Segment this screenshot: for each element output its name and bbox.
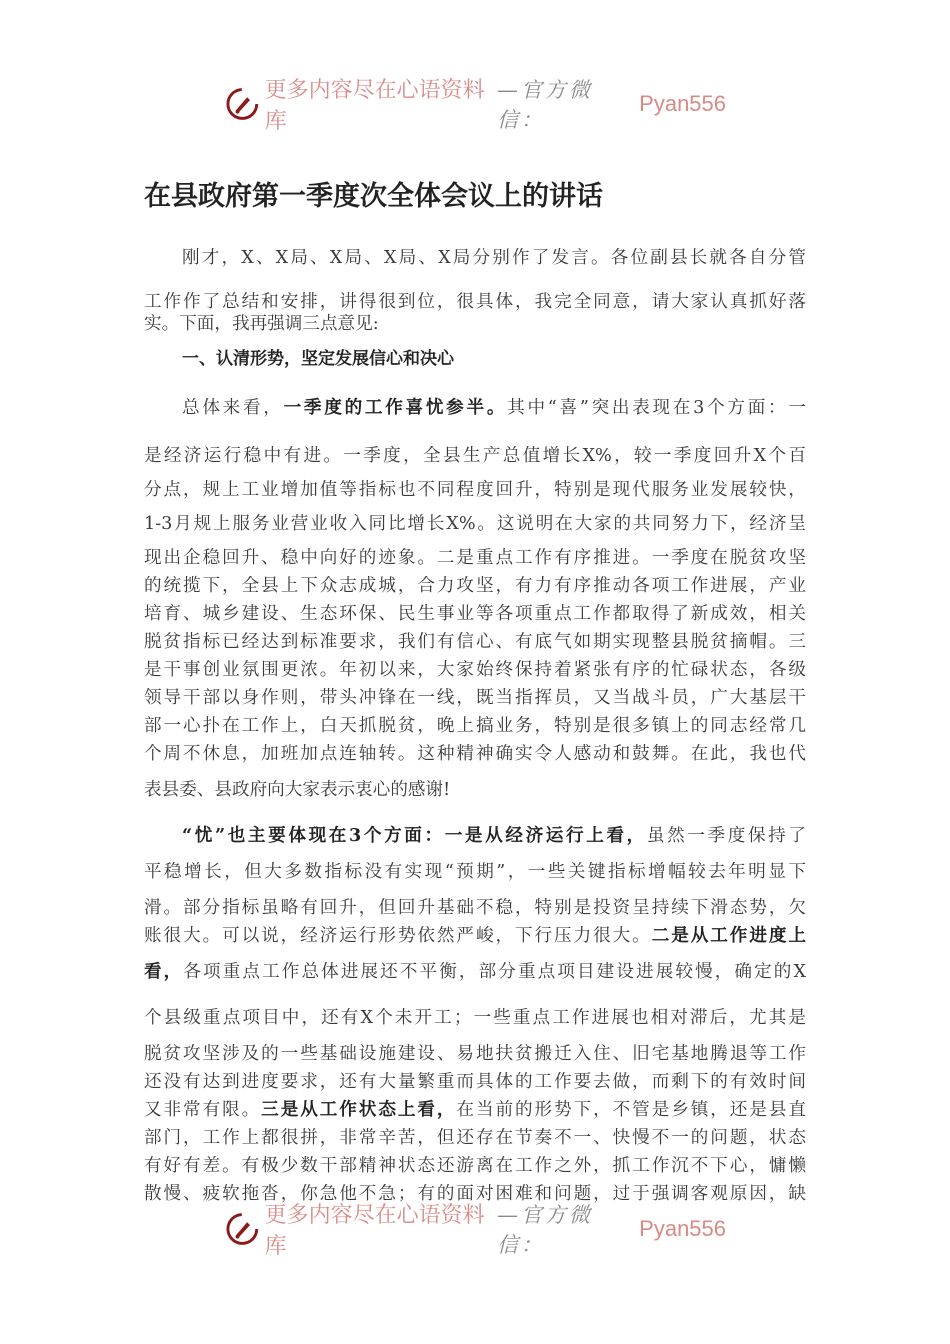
paragraph-line: 脱贫攻坚涉及的一些基础设施建设、易地扶贫搬迁入住、旧宅基地腾退等工作	[144, 1044, 806, 1064]
paragraph-line: 个周不休息，加班加点连轴转。这种精神确实令人感动和鼓舞。在此，我也代	[144, 744, 806, 764]
banner-wechat-id: Pyan556	[639, 91, 727, 116]
banner-text: 更多内容尽在心语资料库	[264, 78, 485, 134]
text-run: 其中“喜”突出表现在3个方面：一	[507, 398, 806, 418]
text-run: 总体来看，	[182, 398, 284, 418]
paragraph-line	[144, 1096, 806, 1121]
paragraph-line: 平稳增长，但大多数指标没有实现“预期”，一些关键指标增幅较去年明显下	[144, 862, 806, 882]
text-run: 在当前的形势下，不管是乡镇，还是县直	[456, 1100, 806, 1120]
paragraph-line: 表县委、县政府向大家表示衷心的感谢!	[144, 780, 451, 800]
paragraph-line: 领导干部以身作则，带头冲锋在一线，既当指挥员，又当战斗员，广大基层干	[144, 688, 806, 708]
paragraph-line: 个县级重点项目中，还有X个未开工；一些重点工作进展也相对滞后，尤其是	[144, 1008, 806, 1028]
paragraph-line: 的统揽下，全县上下众志成城，合力攻坚，有力有序推动各项工作进展，产业	[144, 576, 806, 596]
bold-text-run: “忧”也主要体现在3个方面：一是从经济运行上看，	[182, 825, 647, 846]
paragraph-line: 实。下面，我再强调三点意见:	[144, 314, 379, 334]
banner-text: 更多内容尽在心语资料库	[264, 1203, 485, 1259]
paragraph-line	[144, 958, 806, 983]
paragraph-line	[144, 922, 806, 947]
paragraph-line: 刚才，X、X局、X局、X局、X局分别作了发言。各位副县长就各自分管	[182, 248, 806, 268]
paragraph-line: 现出企稳回升、稳中向好的迹象。二是重点工作有序推进。一季度在脱贫攻坚	[144, 548, 806, 568]
banner-wechat-label: —官方微信：	[496, 78, 593, 132]
quill-pen-logo-icon	[226, 1212, 259, 1246]
paragraph-line: 工作作了总结和安排，讲得很到位，很具体，我完全同意，请大家认真抓好落	[144, 292, 806, 312]
paragraph-line	[144, 822, 806, 847]
paragraph-line: 是干事创业氛围更浓。年初以来，大家始终保持着紧张有序的忙碌状态，各级	[144, 660, 806, 680]
paragraph-line: 是经济运行稳中有进。一季度，全县生产总值增长X%，较一季度回升X个百	[144, 446, 806, 466]
watermark-banner-bottom	[226, 1203, 727, 1259]
paragraph-line: 还没有达到进度要求，还有大量繁重而具体的工作要去做，而剩下的有效时间	[144, 1072, 806, 1092]
section-heading: 一、认清形势，坚定发展信心和决心	[182, 349, 454, 369]
watermark-banner-top	[226, 78, 727, 134]
paragraph-line: 部一心扑在工作上，白天抓脱贫，晚上搞业务，特别是很多镇上的同志经常几	[144, 716, 806, 736]
bold-text-run: 二是从工作进度上	[651, 925, 806, 946]
paragraph-line: 滑。部分指标虽略有回升，但回升基础不稳，特别是投资呈持续下滑态势，欠	[144, 898, 806, 918]
text-run: 虽然一季度保持了	[646, 826, 806, 846]
paragraph-line: 分点，规上工业增加值等指标也不同程度回升，特别是现代服务业发展较快，	[144, 480, 806, 500]
paragraph-line: 有好有差。有极少数干部精神状态还游离在工作之外，抓工作沉不下心，慵懒	[144, 1156, 806, 1176]
paragraph-line: 1-3月规上服务业营业收入同比增长X%。这说明在大家的共同努力下，经济呈	[144, 514, 806, 534]
paragraph-line: 散慢、疲软拖沓，你急他不急；有的面对困难和问题，过于强调客观原因，缺	[144, 1184, 806, 1204]
paragraph-line: 培育、城乡建设、生态环保、民生事业等各项重点工作都取得了新成效，相关	[144, 604, 806, 624]
text-run: 账很大。可以说，经济运行形势依然严峻，下行压力很大。	[144, 926, 652, 946]
paragraph-line	[144, 394, 806, 419]
banner-wechat-label: —官方微信：	[496, 1203, 593, 1257]
paragraph-line: 部门，工作上都很拼，非常辛苦，但还存在节奏不一、快慢不一的问题，状态	[144, 1128, 806, 1148]
text-run: 各项重点工作总体进展还不平衡，部分重点项目建设进展较慢，确定的X	[183, 962, 806, 982]
quill-pen-logo-icon	[226, 87, 259, 121]
bold-text-run: 一季度的工作喜忧参半。	[283, 397, 508, 418]
document-title: 在县政府第一季度次全体会议上的讲话	[144, 181, 603, 212]
paragraph-line: 脱贫指标已经达到标准要求，我们有信心、有底气如期实现整县脱贫摘帽。三	[144, 632, 806, 652]
bold-text-run: 三是从工作状态上看，	[261, 1099, 457, 1120]
bold-text-run: 看，	[144, 961, 184, 982]
text-run: 又非常有限。	[144, 1100, 262, 1120]
banner-wechat-id: Pyan556	[639, 1216, 727, 1241]
